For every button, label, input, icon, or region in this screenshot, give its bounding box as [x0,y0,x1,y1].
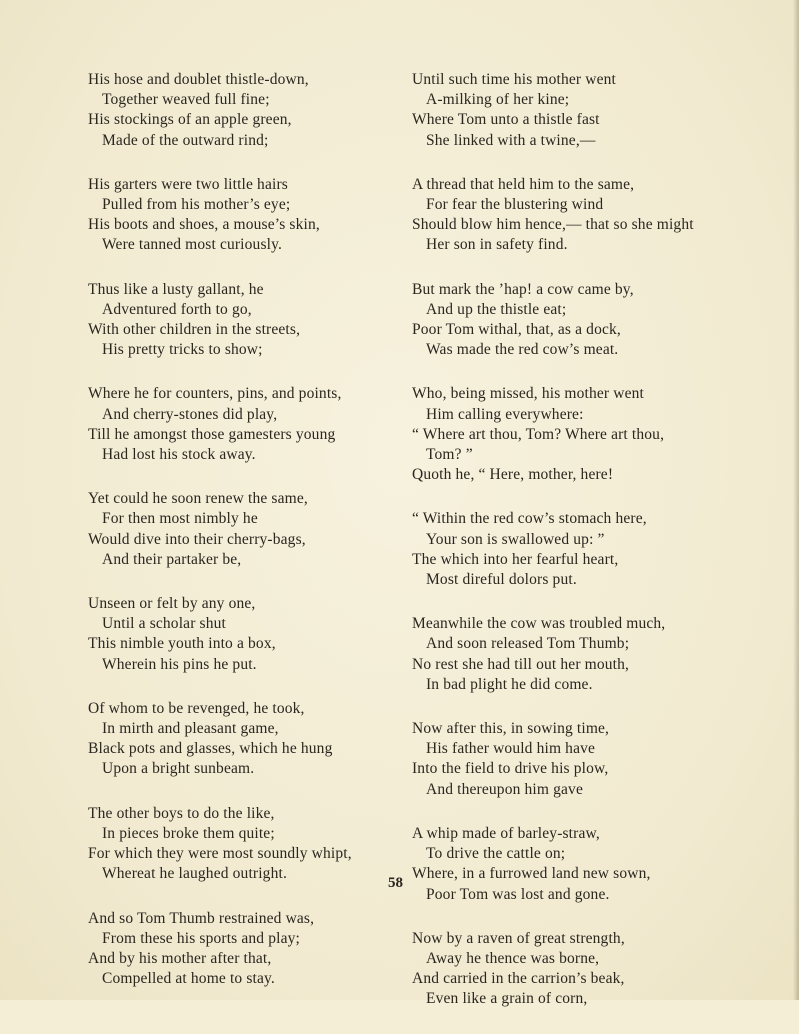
poem-line: Away he thence was borne, [426,949,600,967]
poem-line: Now by a raven of great strength, [412,929,625,947]
stanza [88,70,408,151]
stanza [412,70,752,151]
poem-line: Made of the outward rind; [102,131,269,149]
poem-line: Should blow him hence,— that so she might [412,216,694,234]
stanza [88,804,408,885]
poem-line: Yet could he soon renew the same, [88,490,308,508]
poem-line: Where he for counters, pins, and points, [88,385,342,403]
poem-line: With other children in the streets, [88,321,301,339]
right-column [412,70,752,1034]
poem-line: For then most nimbly he [102,510,258,528]
poem-line: In pieces broke them quite; [102,824,275,842]
poem-line: And soon released Tom Thumb; [426,635,630,653]
poem-line: “ Where art thou, Tom? Where art thou, [412,425,665,443]
stanza [412,929,752,1010]
poem-line: Your son is swallowed up: ” [426,530,605,548]
poem-line: Who, being missed, his mother went [412,385,644,403]
page-number: 58 [388,875,403,891]
stanza [88,175,408,256]
poem-line: Meanwhile the cow was troubled much, [412,615,666,633]
stanza [412,384,752,485]
poem-line: Adventured forth to go, [102,300,252,318]
poem-line: For which they were most soundly whipt, [88,845,352,863]
poem-line: She linked with a twine,— [426,131,596,149]
stanza [88,594,408,675]
poem-line: In mirth and pleasant game, [102,720,279,738]
poem-line: His boots and shoes, a mouse’s skin, [88,216,320,234]
stanza [88,909,408,990]
poem-line: And their partaker be, [102,550,242,568]
poem-line: Unseen or felt by any one, [88,595,256,613]
poem-line: Where, in a furrowed land new sown, [412,865,651,883]
poem-line: Tom? ” [426,446,473,464]
poem-line: Had lost his stock away. [102,446,256,464]
poem-line: Poor Tom withal, that, as a dock, [412,321,621,339]
stanza [88,280,408,361]
poem-line: His pretty tricks to show; [102,341,263,359]
poem-line: Of whom to be revenged, he took, [88,699,305,717]
poem-line: Wherein his pins he put. [102,655,257,673]
poem-line: Was made the red cow’s meat. [426,341,619,359]
poem-line: His hose and doublet thistle-down, [88,71,309,88]
stanza [412,509,752,590]
stanza [88,699,408,780]
poem-line: Him calling everywhere: [426,405,584,423]
poem-line: Poor Tom was lost and gone. [426,885,610,903]
stanza [412,614,752,695]
poem-line: And up the thistle eat; [426,300,567,318]
stanza [412,824,752,905]
poem-line: His garters were two little hairs [88,175,288,193]
poem-line: Black pots and glasses, which he hung [88,740,333,758]
poem-line: “ Within the red cow’s stomach here, [412,510,647,528]
poem-line: And by his mother after that, [88,949,272,967]
poem-line: For fear the blustering wind [426,196,604,214]
poem-line: A thread that held him to the same, [412,175,635,193]
poem-line: Even like a grain of corn, [426,990,588,1008]
poem-line: In bad plight he did come. [426,675,593,693]
poem-line: And so Tom Thumb restrained was, [88,909,315,927]
poem-line: Were tanned most curiously. [102,236,282,254]
poem-line: The which into her fearful heart, [412,550,619,568]
poem-line: Into the field to drive his plow, [412,760,609,778]
poem-line: This nimble youth into a box, [88,635,276,653]
poem-line: No rest she had till out her mouth, [412,655,630,673]
poem-line: Together weaved full fine; [102,91,270,109]
left-column [88,70,408,1013]
poem-line: Where Tom unto a thistle fast [412,111,600,129]
poem-line: A whip made of barley-straw, [412,824,600,842]
page-edge [793,0,799,1000]
poem-line: Would dive into their cherry-bags, [88,530,306,548]
poem-line: Quoth he, “ Here, mother, here! [412,466,614,484]
poem-line: His stockings of an apple green, [88,111,292,129]
poem-line: Thus like a lusty gallant, he [88,280,264,298]
poem-line: And thereupon him gave [426,780,583,798]
poem-line: And cherry-stones did play, [102,405,278,423]
poem-line: Pulled from his mother’s eye; [102,196,291,214]
poem-line: From these his sports and play; [102,929,300,947]
poem-line: But mark the ’hap! a cow came by, [412,280,634,298]
poem-line: Whereat he laughed outright. [102,865,287,883]
poem-line: His father would him have [426,740,596,758]
poem-line: Until a scholar shut [102,615,226,633]
poem-line: Compelled at home to stay. [102,970,275,988]
stanza [412,280,752,361]
poem-line: Now after this, in sowing time, [412,720,610,738]
poem-line: Her son in safety find. [426,236,568,254]
stanza [88,384,408,465]
poem-line: Until such time his mother went [412,71,616,88]
stanza [412,175,752,256]
poem-line: Upon a bright sunbeam. [102,760,255,778]
poem-line: To drive the cattle on; [426,845,566,863]
poem-line: The other boys to do the like, [88,804,275,822]
poem-line: Till he amongst those gamesters young [88,425,336,443]
poem-line: And carried in the carrion’s beak, [412,970,625,988]
poem-line: Most direful dolors put. [426,571,577,589]
stanza [88,489,408,570]
stanza [412,719,752,800]
poem-line: A-milking of her kine; [426,91,570,109]
